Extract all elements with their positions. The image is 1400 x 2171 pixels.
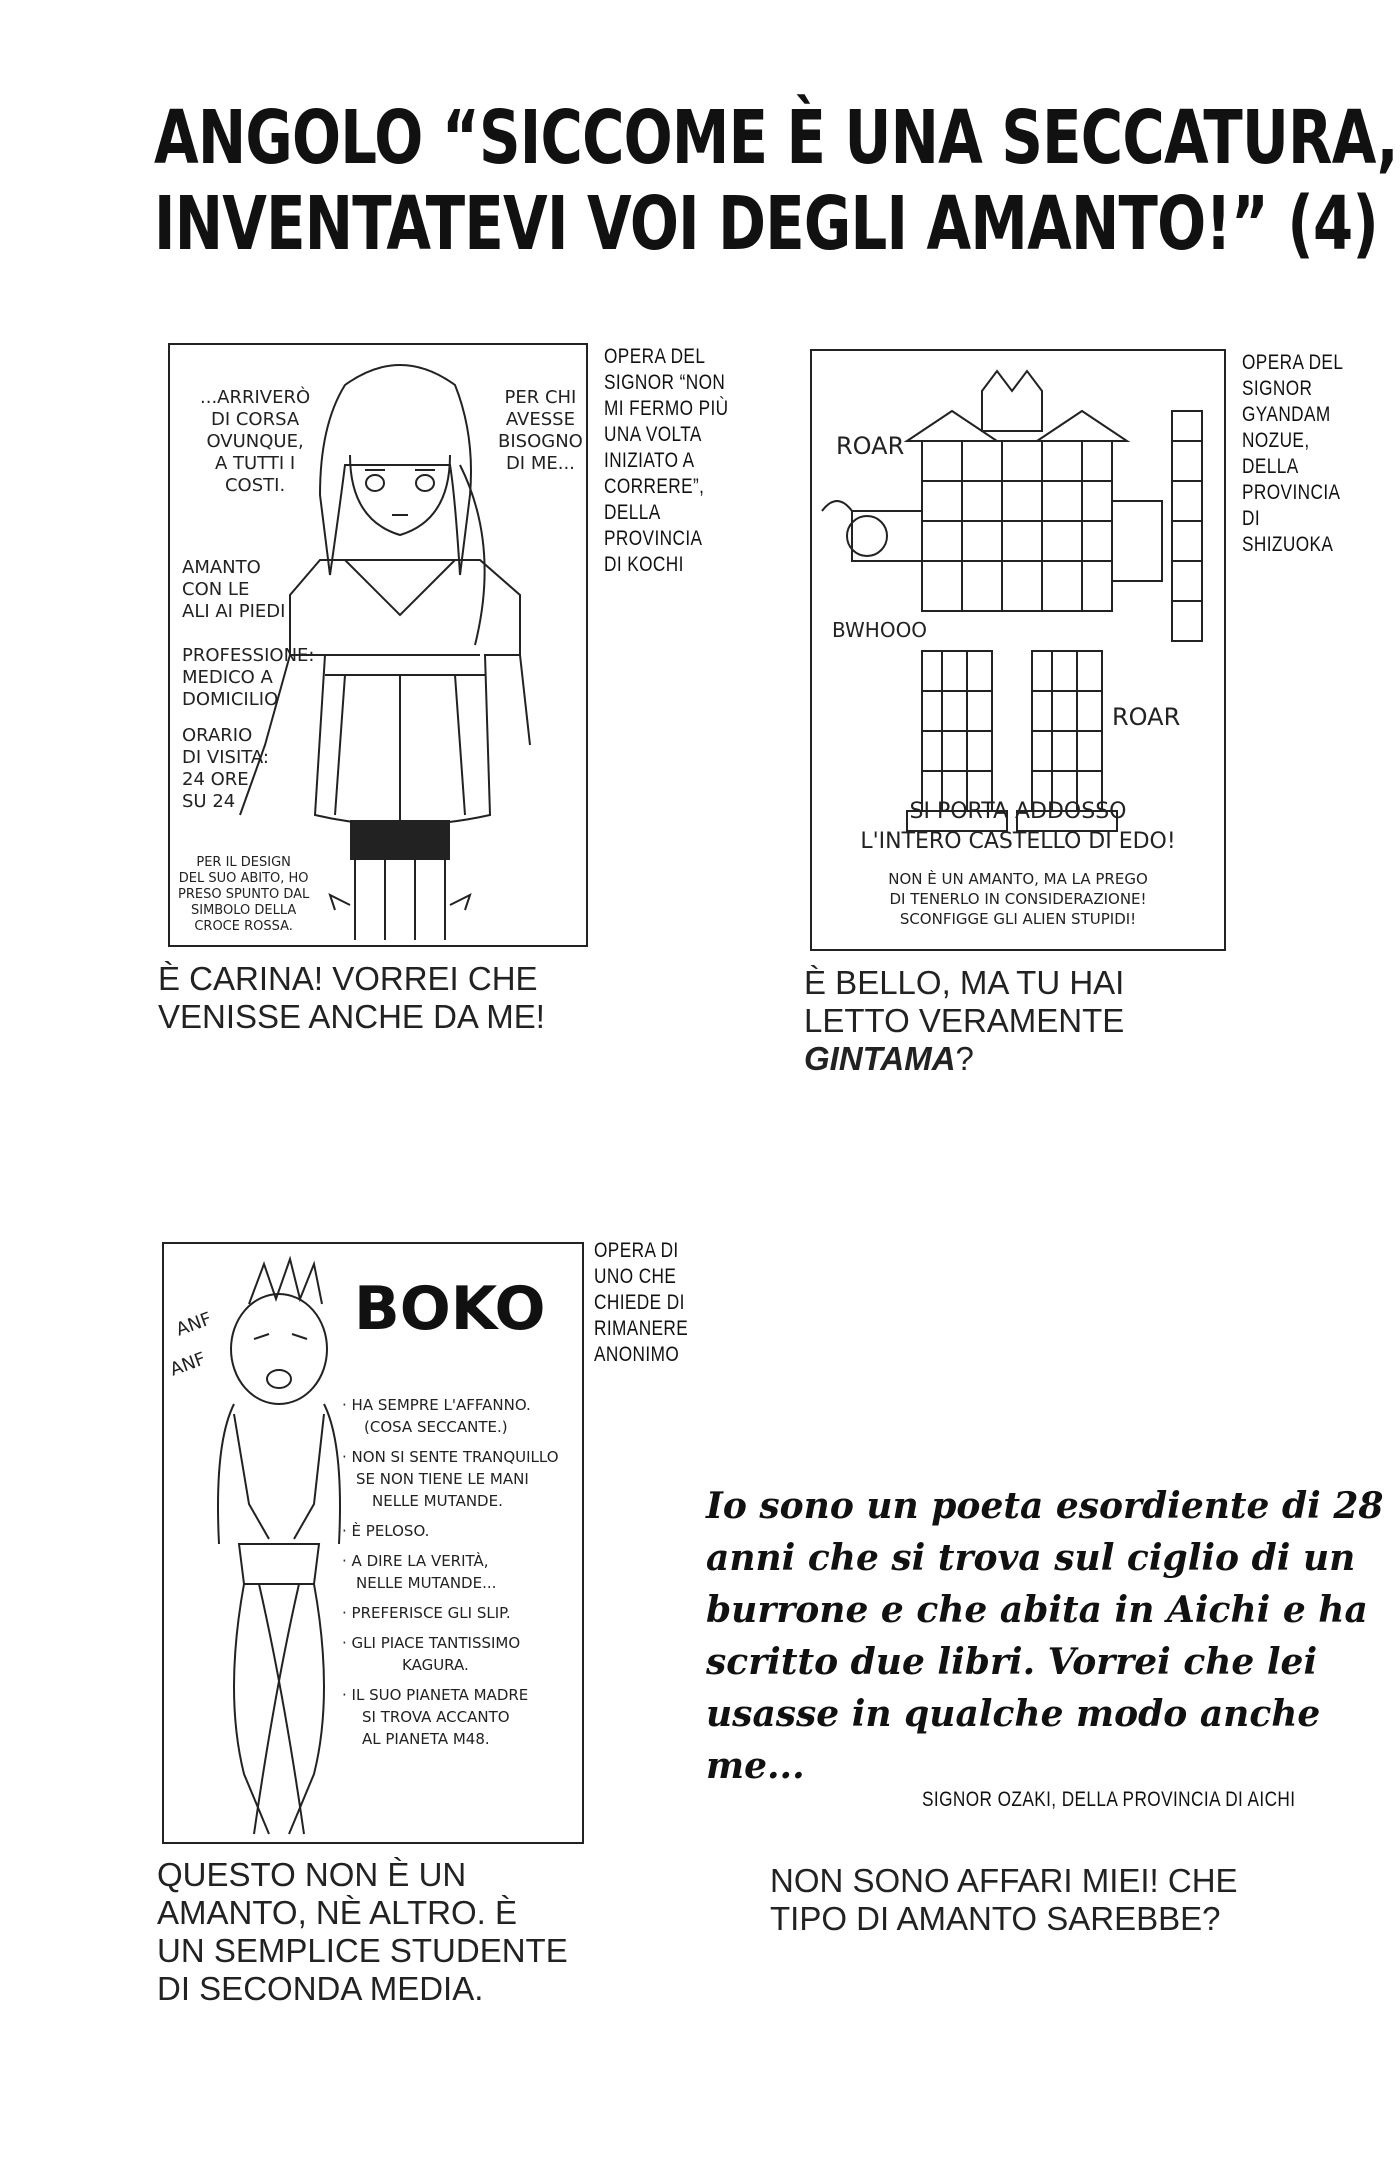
artwork-panel-2 (810, 349, 1226, 951)
page-title-line-2: INVENTATEVI VOI DEGLI AMANTO!” (4) (154, 181, 1378, 267)
poet-letter: Io sono un poeta esordiente di 28 anni che si trova sul ciglio di un burrone e che abita in Aichi e ha scritto due libri. Vorrei che lei usasse in qualche modo anche me... (706, 1485, 1384, 1787)
boko-name: BOKO (354, 1274, 546, 1344)
artwork-panel-1 (168, 343, 588, 947)
credit-entry-3: OPERA DI UNO CHE CHIEDE DI RIMANERE ANONIMO (594, 1239, 689, 1366)
page-title (154, 95, 1398, 267)
note-design: PER IL DESIGN DEL SUO ABITO, HO PRESO SPUNTO DAL SIMBOLO DELLA CROCE ROSSA. (178, 855, 310, 934)
speech-bubble-right: PER CHI AVESSE BISOGNO DI ME... (498, 387, 583, 474)
credit-entry-2: OPERA DEL SIGNOR GYANDAM NOZUE, DELLA PROVINCIA DI SHIZUOKA (1242, 351, 1344, 556)
caption-entry-3: QUESTO NON È UN AMANTO, NÈ ALTRO. È UN SEMPLICE STUDENTE DI SECONDA MEDIA. (157, 1856, 568, 2007)
credit-entry-1: OPERA DEL SIGNOR “NON MI FERMO PIÙ UNA VOLTA INIZIATO A CORRERE”, DELLA PROVINCIA DI KOCHI (604, 345, 729, 576)
note-hours: ORARIO DI VISITA: 24 ORE SU 24 (182, 725, 269, 812)
note-profession: PROFESSIONE: MEDICO A DOMICILIO (182, 645, 315, 710)
robot-sub-line: NON È UN AMANTO, MA LA PREGO DI TENERLO IN CONSIDERAZIONE! SCONFIGGE GLI ALIEN STUPIDI! (888, 870, 1148, 928)
sfx-anf-2: ANF (167, 1348, 209, 1381)
note-type: AMANTO CON LE ALI AI PIEDI (182, 557, 286, 622)
caption-entry-4: NON SONO AFFARI MIEI! CHE TIPO DI AMANTO SAREBBE? (770, 1862, 1238, 1937)
speech-bubble-left: ...ARRIVERÒ DI CORSA OVUNQUE, A TUTTI I COSTI. (200, 387, 311, 496)
boko-traits: · HA SEMPRE L'AFFANNO. (COSA SECCANTE.) · NON SI SENTE TRANQUILLO SE NON TIENE LE MANI NELLE MUTANDE. · È PELOSO. · A DIRE LA VERITÀ, NELLE MUTANDE... · PREFERISCE GLI SLIP. · GLI PIACE TANTISSIMO KAGURA. · IL SUO PIANETA MADRE SI TROVA ACCANTO AL PIANETA M48. (342, 1396, 559, 1748)
page-title-line-1: ANGOLO “SICCOME È UNA SECCATURA, (154, 95, 1398, 181)
sfx-roar-2: ROAR (1112, 703, 1181, 731)
sfx-bwhooo: BWHOOO (832, 618, 928, 642)
artwork-panel-3 (162, 1242, 584, 1844)
sfx-anf-1: ANF (173, 1308, 215, 1341)
caption-entry-1: È CARINA! VORREI CHE VENISSE ANCHE DA ME! (158, 960, 545, 1035)
sfx-roar-1: ROAR (836, 432, 905, 460)
robot-main-line: SI PORTA ADDOSSO L'INTERO CASTELLO DI EDO! (860, 799, 1176, 854)
poet-signature: SIGNOR OZAKI, DELLA PROVINCIA DI AICHI (922, 1788, 1296, 1811)
caption-entry-2-last-line: GINTAMA? (804, 1040, 974, 1077)
caption-entry-2: È BELLO, MA TU HAI LETTO VERAMENTE GINTAMA? (804, 964, 1125, 1077)
